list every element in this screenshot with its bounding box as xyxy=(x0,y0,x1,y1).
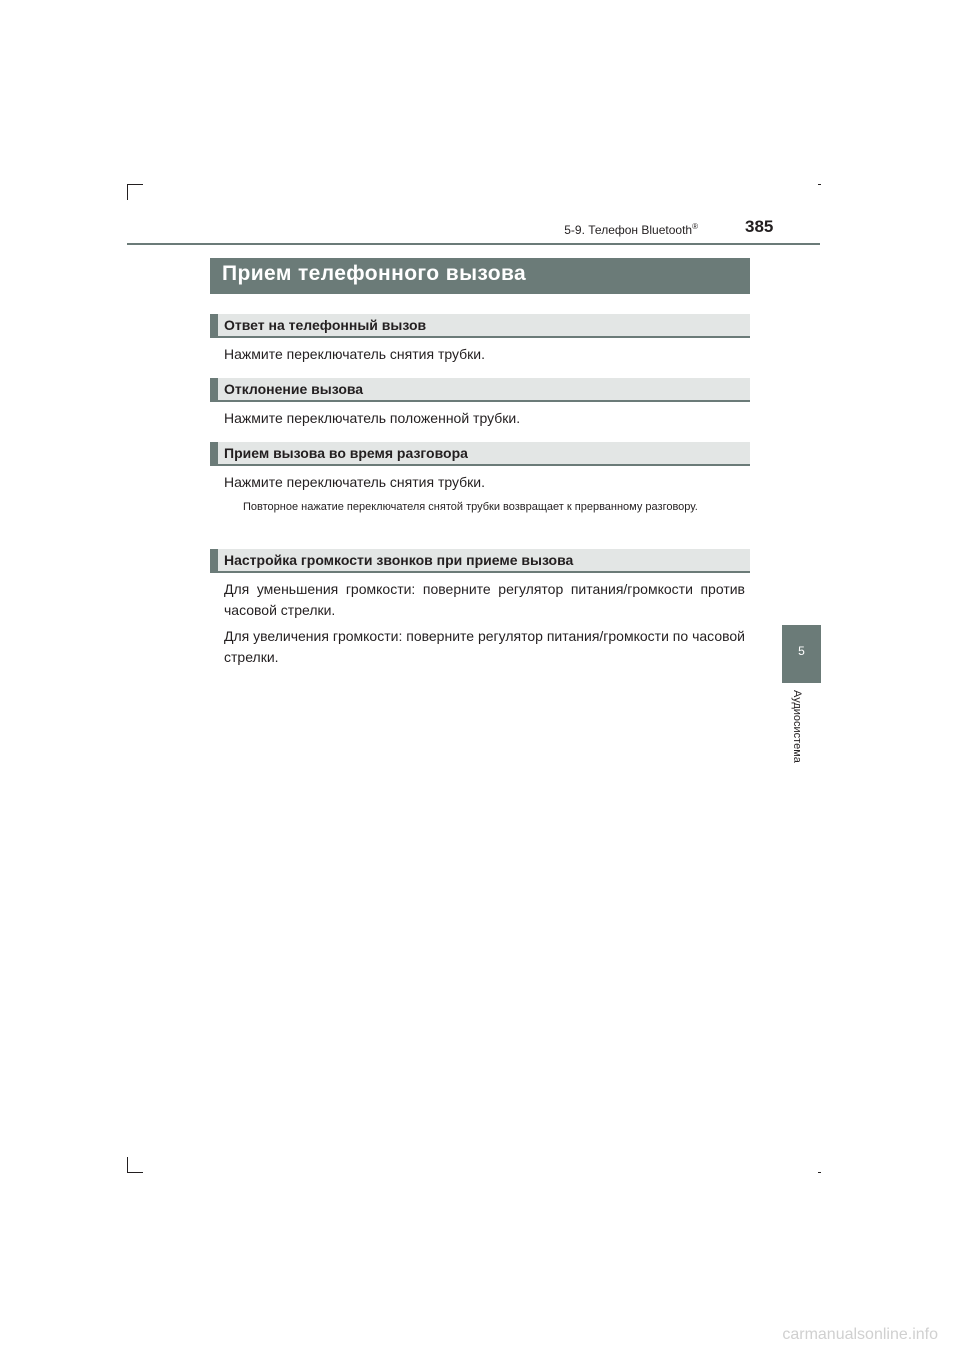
watermark: carmanualsonline.info xyxy=(782,1326,938,1343)
registered-mark: ® xyxy=(692,222,698,231)
section-heading-call-waiting: Прием вызова во время разговора xyxy=(210,442,750,466)
header-section-title xyxy=(564,222,698,237)
crop-mark-bottom-left-horizontal xyxy=(127,1172,143,1173)
crop-mark-bottom-left-vertical xyxy=(127,1157,128,1173)
section-heading-reject-call: Отклонение вызова xyxy=(210,378,750,402)
section-note-call-waiting: Повторное нажатие переключателя снятой трубки возвращает к прерванному разговору. xyxy=(243,501,698,513)
section-heading-ring-volume: Настройка громкости звонков при приеме вызова xyxy=(210,549,750,573)
main-title-banner: Прием телефонного вызова xyxy=(210,258,750,294)
page-number: 385 xyxy=(745,217,774,236)
section-text-volume-down: Для уменьшения громкости: поверните регулятор питания/громкости против часовой стрелки. xyxy=(224,581,745,618)
section-text-call-waiting: Нажмите переключатель снятия трубки. xyxy=(224,474,485,490)
section-text-volume-up: Для увеличения громкости: поверните регулятор питания/громкости по часовой стрелки. xyxy=(224,628,745,665)
chapter-tab xyxy=(782,625,821,683)
chapter-tab-number: 5 xyxy=(798,644,805,658)
section-heading-answer-call: Ответ на телефонный вызов xyxy=(210,314,750,338)
header-section-text: 5-9. Телефон Bluetooth xyxy=(564,223,693,237)
crop-mark-bottom-right xyxy=(818,1172,821,1173)
section-text-reject-call: Нажмите переключатель положенной трубки. xyxy=(224,410,521,426)
header-rule xyxy=(127,243,820,245)
section-text-answer-call: Нажмите переключатель снятия трубки. xyxy=(224,346,485,362)
crop-mark-top-left-horizontal xyxy=(127,184,143,185)
crop-mark-top-right xyxy=(818,184,821,185)
crop-mark-top-left-vertical xyxy=(127,184,128,200)
chapter-tab-label: Аудиосистема xyxy=(791,690,803,763)
